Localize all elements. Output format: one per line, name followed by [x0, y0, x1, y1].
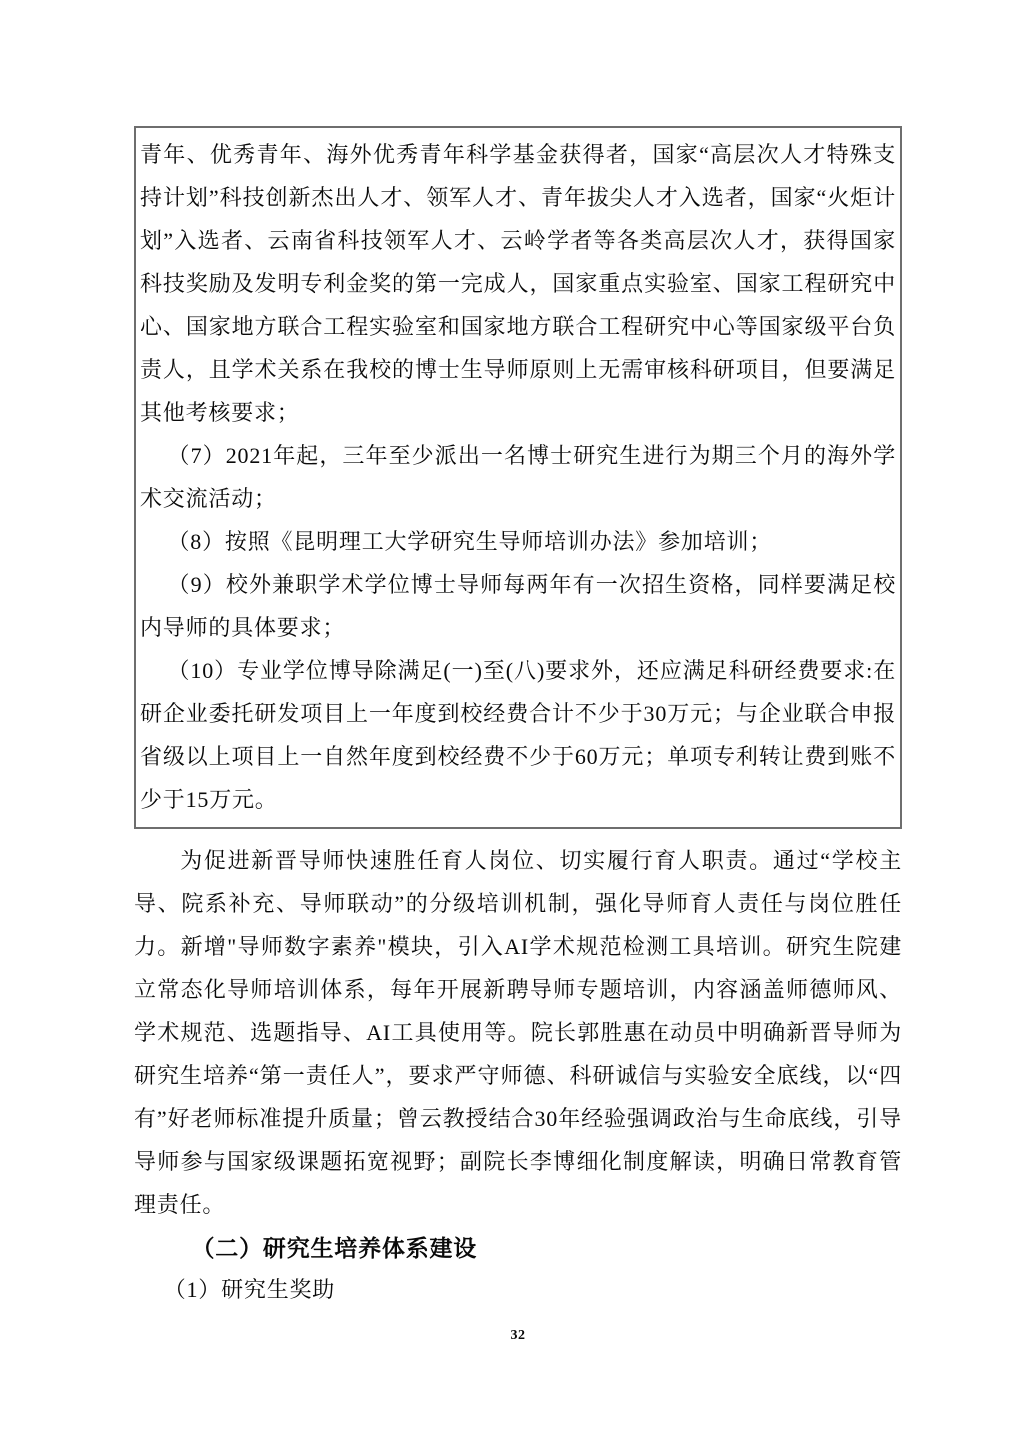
box-paragraph-item-8: （8）按照《昆明理工大学研究生导师培训办法》参加培训； — [167, 529, 773, 554]
box-paragraph-item-9: （9）校外兼职学术学位博士导师每两年有一次招生资格，同样要满足校内导师的具体要求； — [140, 572, 896, 640]
document-page — [134, 0, 902, 1344]
sub-item: （1）研究生奖助 — [163, 1277, 336, 1302]
notice-box — [134, 126, 902, 829]
section-heading: （二）研究生培养体系建设 — [191, 1236, 478, 1261]
box-paragraph-item-7: （7）2021年起，三年至少派出一名博士研究生进行为期三个月的海外学术交流活动； — [140, 443, 896, 511]
body-paragraph: 为促进新晋导师快速胜任育人岗位、切实履行育人职责。通过“学校主导、院系补充、导师联动”的分级培训机制，强化导师育人责任与岗位胜任力。新增"导师数字素养"模块，引入AI学术规范检测工具培训。研究生院建立常态化导师培训体系，每年开展新聘导师专题培训，内容涵盖师德师风、学术规范、选题指导、AI工具使用等。院长郭胜惠在动员中明确新晋导师为研究生培养“第一责任人”，要求严守师德、科研诚信与实验安全底线，以“四有”好老师标准提升质量；曾云教授结合30年经验强调政治与生命底线，引导导师参与国家级课题拓宽视野；副院长李博细化制度解读，明确日常教育管理责任。 — [134, 848, 902, 1217]
box-paragraph-item-10: （10）专业学位博导除满足(一)至(八)要求外，还应满足科研经费要求:在研企业委托研发项目上一年度到校经费合计不少于30万元；与企业联合申报省级以上项目上一自然年度到校经费不少于60万元；单项专利转让费到账不少于15万元。 — [140, 658, 896, 812]
box-paragraph-continuation: 青年、优秀青年、海外优秀青年科学基金获得者，国家“高层次人才特殊支持计划”科技创新杰出人才、领军人才、青年拔尖人才入选者，国家“火炬计划”入选者、云南省科技领军人才、云岭学者等各类高层次人才，获得国家科技奖励及发明专利金奖的第一完成人，国家重点实验室、国家工程研究中心、国家地方联合工程实验室和国家地方联合工程研究中心等国家级平台负责人，且学术关系在我校的博士生导师原则上无需审核科研项目，但要满足其他考核要求； — [140, 142, 896, 425]
page-number: 32 — [510, 1328, 526, 1343]
